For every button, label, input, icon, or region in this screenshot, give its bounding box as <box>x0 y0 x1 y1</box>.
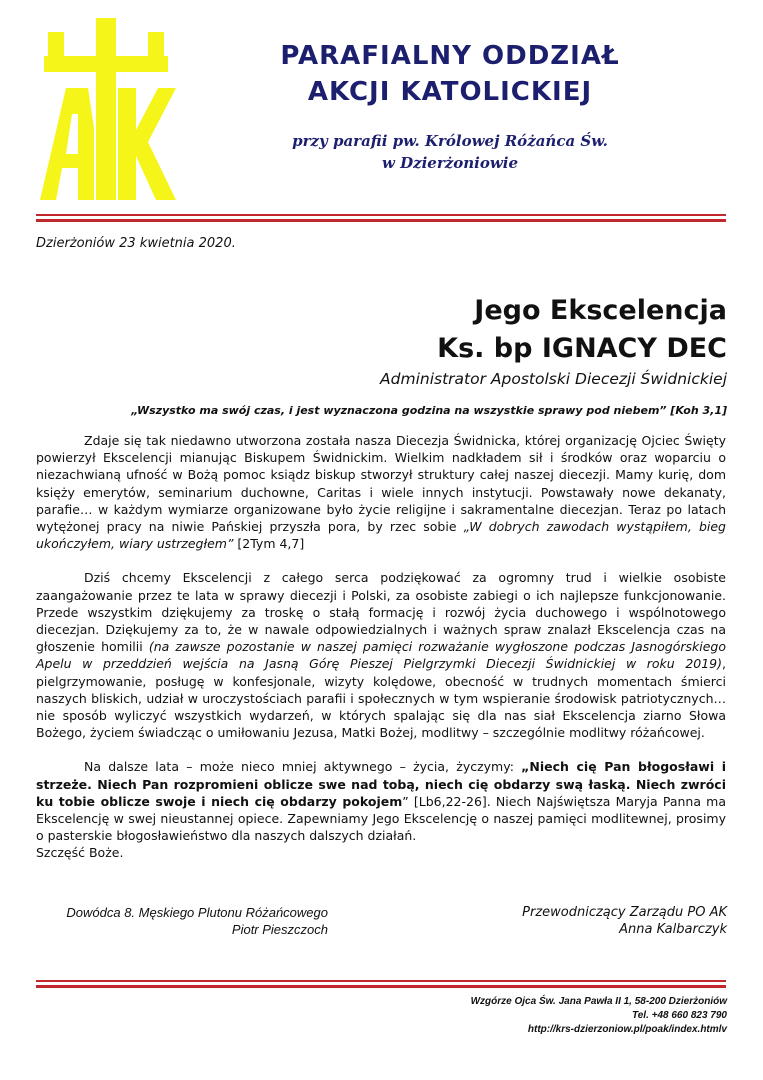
signature-right-name: Anna Kalbarczyk <box>619 922 727 937</box>
footer-address: Wzgórze Ojca Św. Jana Pawła II 1, 58-200 Dzierżoniów <box>470 996 727 1007</box>
bible-motto: „Wszystko ma swój czas, i jest wyznaczona godzina na wszystkie sprawy pod niebem” [Koh 3,1] <box>131 404 727 417</box>
p2-italic-note: (na zawsze pozostanie w naszej pamięci rozważanie wygłoszone podczas Jasnogórskiego Apelu w przeddzień wejścia na Jasną Górę Pieszej Pielgrzymki Diecezji Świdnickiej w roku 2019) <box>36 639 726 672</box>
closing-greeting: Szczęść Boże. <box>36 845 124 861</box>
signature-right-role: Przewodniczący Zarządu PO AK <box>522 905 727 920</box>
ak-cross-logo <box>36 18 176 200</box>
signature-left <box>44 904 328 938</box>
p2-text-continued: , pielgrzymowanie, posługę w konfesjonale, wizyty kolędowe, obecność w trudnych momentach śmierci naszych bliskich, udział w uroczystościach parafii i społecznych w tym wspieranie środowisk patriotycznych… nie sposób wyliczyć wszystkich wydarzeń, w których spalając się dla nas siał Ekscelencja ziarno Słowa Bożego, życiem świadcząc o umiłowaniu Jezusa, Matki Bożej, modlitwy – szczególnie modlitwy różańcowej. <box>36 656 726 741</box>
footer-divider <box>36 980 726 989</box>
letter-date: Dzierżoniów 23 kwietnia 2020. <box>36 236 236 251</box>
recipient-name: Ks. bp IGNACY DEC <box>437 333 727 364</box>
header-divider <box>36 214 726 223</box>
p3-text: Na dalsze lata – może nieco mniej aktywnego – życia, życzymy: <box>84 759 522 775</box>
recipient-block <box>380 292 727 390</box>
org-title-line-2: AKCJI KATOLICKIEJ <box>307 77 593 107</box>
paragraph-1 <box>36 432 726 552</box>
signature-left-role: Dowódca 8. Męskiego Plutonu Różańcowego <box>66 905 328 920</box>
organization-title <box>200 38 700 110</box>
org-subtitle-line-2: w Dzierżoniowie <box>381 154 519 172</box>
signature-right <box>427 904 727 938</box>
paragraph-3 <box>36 758 726 844</box>
paragraph-2 <box>36 569 726 741</box>
p1-text: Zdaje się tak niedawno utworzona została nasza Diecezja Świdnicka, której organizację Ojciec Święty powierzył Ekscelencji mianując Biskupem Świdnickim. Wielkim nadkładem sił i środków oraz woparciu o niezachwianą ufność w Bożą pomoc ksiądz biskup stworzył struktury całej naszej diecezji. Mamy kurię, dom księży emerytów, seminarium duchowne, Caritas i wiele innych instytucji. Powstawały nowe dekanaty, parafie… w każdym wymiarze organizowane było życie religijne i sakramentalne diecezjan. Teraz po latach wytężonej pracy na niwie Pańskiej przyszła pora, by rzec sobie <box>36 433 726 535</box>
recipient-title: Administrator Apostolski Diecezji Świdnickiej <box>380 370 727 388</box>
letter-body <box>36 432 726 862</box>
footer-contact <box>471 995 727 1037</box>
signature-left-name: Piotr Pieszczoch <box>231 922 328 937</box>
p2-text: Dziś chcemy Ekscelencji z całego serca podziękować za ogromny trud i wielkie osobiste zaangażowanie przez te lata w sprawy diecezji i Polski, za osobiste zabiegi o ich najlepsze funkcjonowanie. Przede wszystkim dziękujemy za troskę o stałą formację i rozwój życia duchowego i wspólnotowego diecezjan. Dziękujemy za to, że w nawale odpowiedzialnych i ważnych spraw znalazł Ekscelencja czas na głoszenie homilii <box>36 570 726 655</box>
org-title-line-1: PARAFIALNY ODDZIAŁ <box>280 41 620 71</box>
footer-phone: Tel. +48 660 823 790 <box>632 1010 727 1021</box>
footer-url[interactable]: http://krs-dzierzoniow.pl/poak/index.htmlv <box>527 1024 727 1035</box>
recipient-honorific: Jego Ekscelencja <box>474 295 727 326</box>
p1-reference: [2Tym 4,7] <box>233 536 305 552</box>
p1-quote: „W dobrych zawodach wystąpiłem, bieg ukończyłem, wiary ustrzegłem” <box>36 519 726 552</box>
p3-text-continued: ” [Lb6,22-26]. Niech Najświętsza Maryja Panna ma Ekscelencję w swej nieustannej opiece. Zapewniamy Jego Ekscelencję o naszej pamięci modlitewnej, prosimy o pasterskie błogosławieństwo dla naszych dalszych działań. <box>36 793 726 844</box>
p3-blessing: „Niech cię Pan błogosławi i strzeże. Niech Pan rozpromieni oblicze swe nad tobą, niech cię obdarzy swą łaską. Niech zwróci ku tobie oblicze swoje i niech cię obdarzy pokojem <box>36 759 726 809</box>
org-subtitle-line-1: przy parafii pw. Królowej Różańca Św. <box>292 132 608 150</box>
organization-subtitle <box>200 130 700 174</box>
